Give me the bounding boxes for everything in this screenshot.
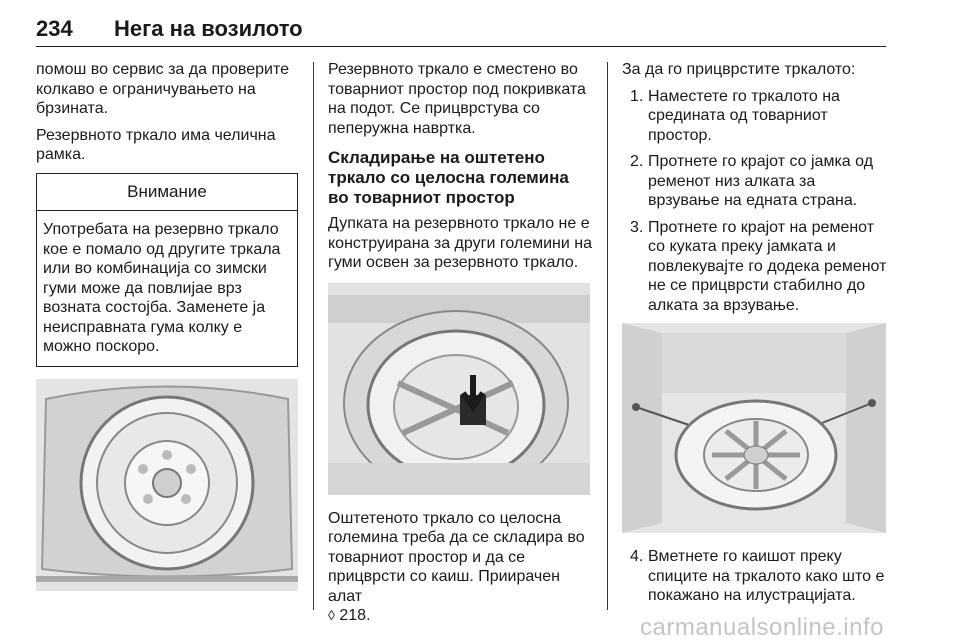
paragraph-spare-well: Дупката на резервното тркало не е конструирана за други големини на гуми освен за резервното тркало. <box>328 215 592 271</box>
notice-title: Внимание <box>37 174 297 212</box>
step-text: Вметнете го каишот преку спиците на тркалото како што е покажано на илустрацијата. <box>648 548 885 604</box>
paragraph-strap-wheel <box>328 509 593 626</box>
paragraph-spare-location: Резервното тркало е сместено во товарниот простор под покривката на подот. Се прицврстува со пеперужна навртка. <box>328 61 586 137</box>
page-number: 234 <box>36 16 73 41</box>
column-divider-1 <box>313 62 314 610</box>
page-reference-link[interactable]: 218. <box>339 607 371 624</box>
steps-list <box>622 87 890 316</box>
step-number: 4. <box>630 548 644 565</box>
step-item <box>622 87 890 146</box>
step-text: Наместете го тркалото на средината од товарниот простор. <box>648 87 840 144</box>
chapter-title: Нега на возилото <box>114 16 303 41</box>
paragraph-intro: За да го прицврстите тркалото: <box>622 61 856 78</box>
strap-text: Оштетеното тркало со целосна големина треба да се складира во товарниот простор и да се прицврсти со каиш. Приирачен алат <box>328 509 585 605</box>
step-item <box>622 152 890 211</box>
notice-body: Употребата на резервно тркало кое е помало од другите тркала или во комбинација со зимски гуми може да повлијае врз возната состојба. Заменете ја неисправната гума колку е можно поскоро. <box>43 221 281 355</box>
warning-notice <box>36 173 298 367</box>
spare-wheel-illustration <box>36 379 298 591</box>
paragraph-speed-limit: помош во сервис за да проверите колкаво е ограничувањето на брзината. <box>36 61 290 117</box>
column-divider-2 <box>607 62 608 610</box>
page-header <box>36 14 886 47</box>
page-reference-icon: ◊ <box>328 607 335 623</box>
step-item <box>622 218 890 316</box>
column-3 <box>622 60 890 613</box>
paragraph-steel-rim: Резервното тркало има челична рамка. <box>36 126 276 163</box>
step-number: 1. <box>630 87 644 105</box>
step-item <box>622 547 890 606</box>
section-heading: Складирање на оштетено тркало со целосна големина во товарниот простор <box>328 148 569 207</box>
step-number: 3. <box>630 218 644 236</box>
column-2 <box>328 60 593 633</box>
step-text: Протнете го крајот со јамка од ременот низ алката за врзување на едната страна. <box>648 153 874 209</box>
step-number: 2. <box>630 153 644 170</box>
watermark: carmanualsonline.info <box>640 614 884 641</box>
step-text: Протнете го крајот на ременот со куката преку јамката и повлекувајте го додека ременот не се прицврсти стабилно до алката за врзување. <box>648 218 887 314</box>
strapped-wheel-illustration <box>622 323 886 533</box>
column-1 <box>36 60 298 591</box>
steps-list-continued <box>622 547 890 606</box>
spare-well-tools-illustration <box>328 283 590 495</box>
